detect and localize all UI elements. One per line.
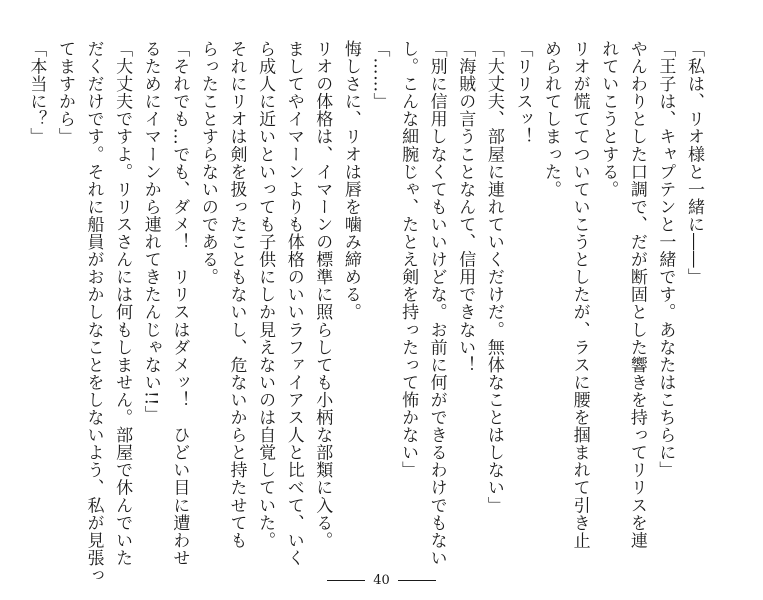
text-line: だくだけです。それに船員がおかしなことをしないよう、私が見張っ: [83, 40, 104, 585]
text-line: るためにイマーンから連れてきたんじゃない!!」: [140, 40, 161, 424]
text-line: 「私は、リオ様と一緒に――」: [684, 40, 704, 286]
folio-rule-left: [327, 580, 365, 581]
text-line: 悔しさに、リオは唇を噛み締める。: [340, 40, 361, 321]
text-line: ましてやイマーンよりも体格のいいラファイアス人と比べて、いく: [283, 40, 304, 567]
text-line: リオの体格は、イマーンの標準に照らしても小柄な部類に入る。: [312, 40, 333, 549]
page-number: 40: [373, 573, 390, 588]
text-line: し。こんな細腕じゃ、たとえ剣を持ったって怖かない」: [398, 40, 419, 479]
text-line: 「大丈夫ですよ。リリスさんには何もしません。部屋で休んでいた: [112, 40, 133, 567]
text-line: れていこうとする。: [598, 40, 619, 198]
text-line: 「それでも…でも、ダメ！ リリスはダメッ！ ひどい目に遭わせ: [169, 40, 190, 567]
text-line: 「別に信用しなくてもいいけどな。お前に何ができるわけでもない: [426, 40, 447, 567]
text-line: 「大丈夫、部屋に連れていくだけだ。無体なことはしない」: [483, 40, 504, 514]
text-line: てますから」: [54, 40, 75, 146]
text-line: 「海賊の言うことなんて、信用できない！: [455, 40, 476, 374]
text-line: 「……」: [369, 40, 390, 111]
text-line: やんわりとした口調で、だが断固とした響きを持ってリリスを連: [626, 40, 647, 549]
text-line: 「本当に？」: [26, 40, 47, 146]
folio-rule-right: [398, 580, 436, 581]
text-line: らったことすらないのである。: [197, 40, 218, 286]
page-footer: [0, 573, 763, 588]
text-line: それにリオは剣を扱ったこともないし、危ないからと持たせても: [226, 40, 247, 549]
text-line: 「王子は、キャプテンと一緒です。あなたはこちらに」: [655, 40, 676, 479]
text-line: 「リリスッ！: [512, 40, 533, 146]
text-line: ら成人に近いといっても子供にしか見えないのは自覚していた。: [255, 40, 276, 549]
text-line: リオが慌ててついていこうとしたが、ラスに腰を掴まれて引き止: [569, 40, 590, 549]
text-line: められてしまった。: [541, 40, 562, 198]
